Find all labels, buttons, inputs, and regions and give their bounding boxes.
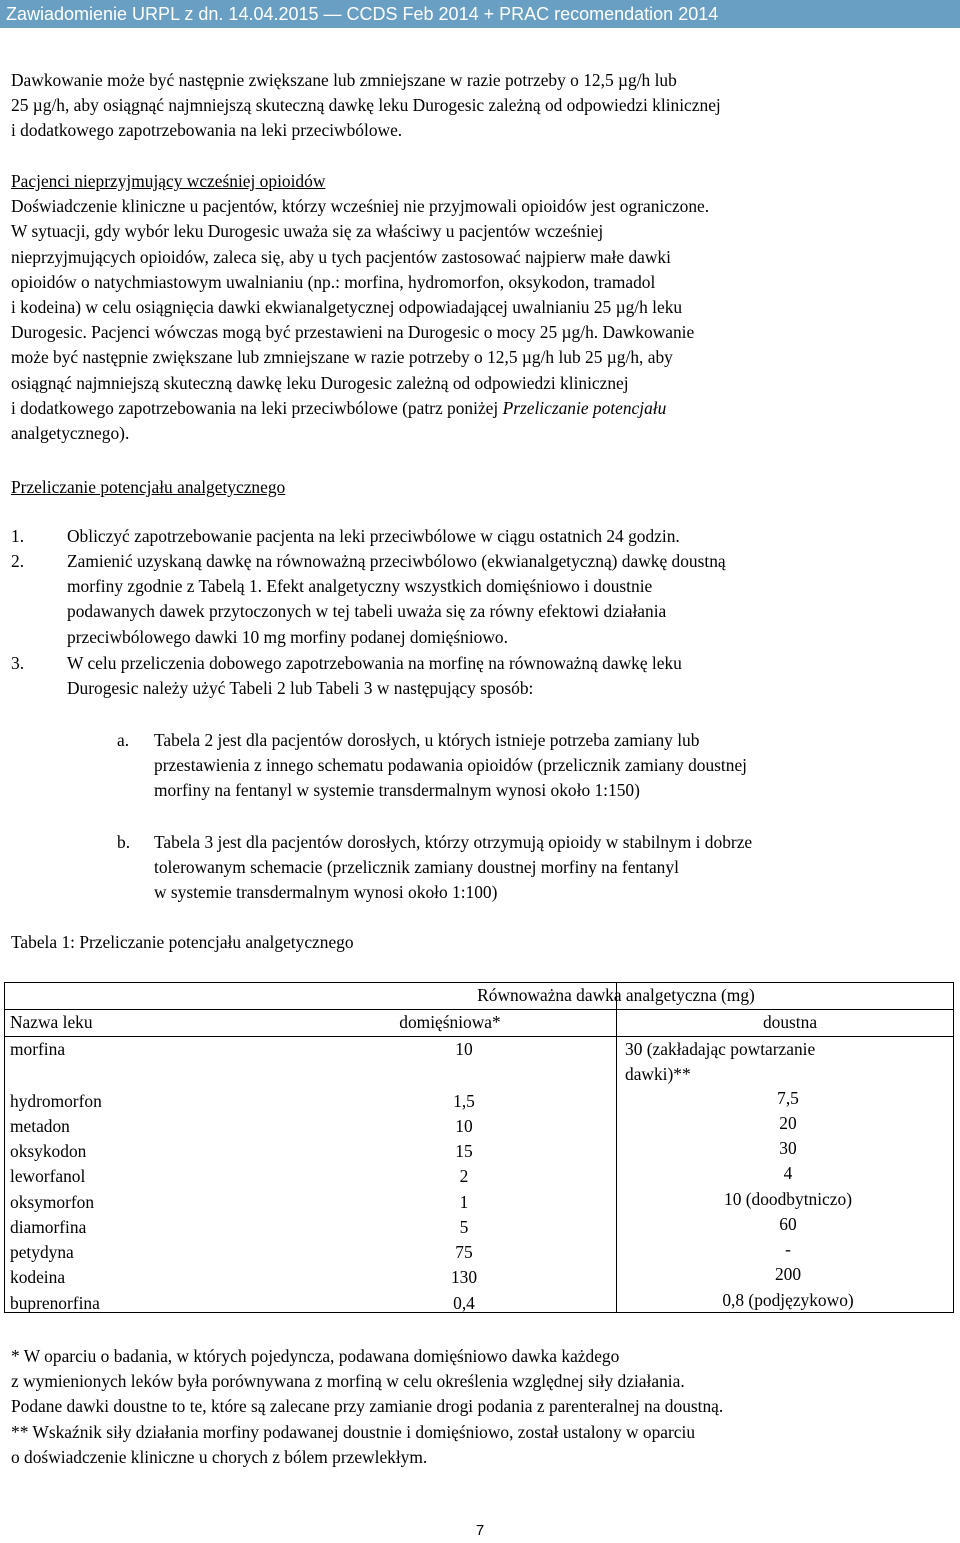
oral-dose: - (785, 1239, 791, 1259)
text-run: i dodatkowego zapotrzebowania na leki przeciwbólowe (patrz poniżej (11, 397, 503, 418)
text-line: Durogesic należy użyć Tabeli 2 lub Tabeli 3 w następujący sposób: (67, 678, 534, 699)
text-line: osiągnąć najmniejszą skuteczną dawkę leku Durogesic zależną od odpowiedzi klinicznej (11, 372, 629, 393)
im-dose: 2 (459, 1166, 469, 1186)
text-line: przestawienia z innego schematu podawania opioidów (przelicznik zamiany doustnej (154, 755, 748, 776)
text-line: Tabela 2 jest dla pacjentów dorosłych, u których istnieje potrzeba zamiany lub (154, 730, 700, 750)
text-line: Obliczyć zapotrzebowanie pacjenta na leki przeciwbólowe w ciągu ostatnich 24 godzin. (67, 526, 680, 546)
oral-dose: 200 (774, 1264, 802, 1284)
group-header: Równoważna dawka analgetyczna (mg) (477, 985, 755, 1005)
footnote-line: * W oparciu o badania, w których pojedyncza, podawana domięśniowo dawka każdego (11, 1346, 620, 1366)
oral-dose: 30 (zakładając powtarzanie (625, 1039, 816, 1059)
drug-name: oksymorfon (10, 1192, 95, 1212)
text-line: podawanych dawek przytoczonych w tej tabeli uważa się za równy efektowi działania (67, 601, 667, 622)
im-dose: 5 (459, 1217, 469, 1237)
sub-item-label: a. (117, 730, 130, 750)
oral-dose: 60 (779, 1214, 797, 1234)
conversion-heading-block (11, 475, 956, 500)
oral-dose-cont: dawki)** (625, 1064, 691, 1084)
drug-name: hydromorfon (10, 1091, 102, 1111)
oral-dose: 30 (779, 1138, 797, 1158)
document-header-banner (0, 0, 960, 28)
table-caption (11, 930, 956, 955)
drug-name: metadon (10, 1116, 70, 1136)
footnote-line: o doświadczenie kliniczne u chorych z bólem przewlekłym. (11, 1446, 428, 1467)
table-divider (616, 982, 617, 1313)
text-line: Tabela 3 jest dla pacjentów dorosłych, którzy otrzymują opioidy w stabilnym i dobrze (154, 832, 753, 852)
text-line: Zamienić uzyskaną dawkę na równoważną przeciwbólowo (ekwianalgetyczną) dawkę doustną (67, 551, 726, 571)
section-heading: Pacjenci nieprzyjmujący wcześniej opioidów (11, 171, 326, 191)
im-dose: 15 (455, 1141, 473, 1161)
text-line: może być następnie zwiększane lub zmniejszane w razie potrzeby o 12,5 µg/h lub 25 µg/h, aby (11, 347, 673, 368)
text-line: Durogesic. Pacjenci wówczas mogą być przestawieni na Durogesic o mocy 25 µg/h. Dawkowanie (11, 322, 695, 343)
text-line: Doświadczenie kliniczne u pacjentów, którzy wcześniej nie przyjmowali opioidów jest ograniczone. (11, 196, 710, 217)
text-line: 25 µg/h, aby osiągnąć najmniejszą skuteczną dawkę leku Durogesic zależną od odpowiedzi klinicznej (11, 95, 721, 116)
im-dose: 10 (455, 1039, 473, 1059)
text-line: Dawkowanie może być następnie zwiększane lub zmniejszane w razie potrzeby o 12,5 µg/h lub (11, 70, 677, 90)
opioid-naive-section (11, 169, 956, 446)
text-line: w systemie transdermalnym wynosi około 1:100) (154, 882, 498, 903)
footnote-line: ** Wskaźnik siły działania morfiny podawanej doustnie i domięśniowo, został ustalony w oparciu (11, 1421, 696, 1442)
step-number: 1. (11, 526, 25, 546)
document-header-title: Zawiadomienie URPL z dn. 14.04.2015 — CCDS Feb 2014 + PRAC recomendation 2014 (6, 4, 719, 24)
text-line: i kodeina) w celu osiągnięcia dawki ekwianalgetycznej odpowiadającej uwalnianiu 25 µg/h leku (11, 297, 683, 318)
drug-name: oksykodon (10, 1141, 87, 1161)
oral-dose: 20 (779, 1113, 797, 1133)
footnote-line: Podane dawki doustne to te, które są zalecane przy zamianie drogi podania z parenteralnej na doustną. (11, 1396, 724, 1417)
drug-name: leworfanol (10, 1166, 86, 1186)
text-line: nieprzyjmujących opioidów, zaleca się, aby u tych pacjentów zastosować najpierw małe dawki (11, 246, 671, 267)
text-line: morfiny na fentanyl w systemie transdermalnym wynosi około 1:150) (154, 780, 640, 801)
oral-dose: 0,8 (podjęzykowo) (722, 1290, 854, 1310)
intro-paragraph (11, 68, 956, 144)
text-line: analgetycznego). (11, 423, 130, 444)
text-line: morfiny zgodnie z Tabelą 1. Efekt analgetyczny wszystkich domięśniowo i doustnie (67, 576, 653, 597)
sub-item-label: b. (117, 832, 131, 852)
page-number: 7 (475, 1522, 485, 1539)
text-line: W celu przeliczenia dobowego zapotrzebowania na morfinę na równoważną dawkę leku (67, 653, 682, 673)
caption-text: Tabela 1: Przeliczanie potencjału analgetycznego (11, 932, 354, 952)
step-number: 3. (11, 653, 25, 673)
oral-dose: 4 (783, 1163, 793, 1183)
column-header-drug: Nazwa leku (10, 1012, 93, 1032)
im-dose: 1 (459, 1192, 469, 1212)
im-dose: 130 (450, 1267, 478, 1287)
oral-dose: 10 (doodbytniczo) (724, 1189, 852, 1209)
text-line: tolerowanym schemacie (przelicznik zamiany doustnej morfiny na fentanyl (154, 857, 679, 878)
text-line: opioidów o natychmiastowym uwalnianiu (np.: morfina, hydromorfon, oksykodon, tramadol (11, 271, 656, 292)
text-line: W sytuacji, gdy wybór leku Durogesic uważa się za właściwy u pacjentów wcześniej (11, 221, 604, 242)
text-line (11, 396, 956, 421)
im-dose: 10 (455, 1116, 473, 1136)
im-dose: 1,5 (453, 1091, 475, 1111)
im-dose: 0,4 (453, 1293, 475, 1313)
footnotes (11, 1344, 956, 1470)
step-number: 2. (11, 551, 25, 571)
drug-name: morfina (10, 1039, 66, 1059)
text-line: i dodatkowego zapotrzebowania na leki przeciwbólowe. (11, 120, 403, 141)
section-heading: Przeliczanie potencjału analgetycznego (11, 477, 286, 497)
drug-name: petydyna (10, 1242, 74, 1262)
column-header-oral: doustna (762, 1012, 818, 1032)
drug-name: kodeina (10, 1267, 66, 1287)
text-line: przeciwbólowego dawki 10 mg morfiny podanej domięśniowo. (67, 626, 508, 647)
im-dose: 75 (455, 1242, 473, 1262)
oral-dose: 7,5 (777, 1088, 799, 1108)
italic-reference: Przeliczanie potencjału (502, 397, 667, 418)
drug-name: diamorfina (10, 1217, 87, 1237)
column-header-im: domięśniowa* (399, 1012, 501, 1032)
drug-name: buprenorfina (10, 1293, 100, 1313)
footnote-line: z wymienionych leków była porównywana z morfiną w celu określenia względnej siły działania. (11, 1371, 685, 1392)
